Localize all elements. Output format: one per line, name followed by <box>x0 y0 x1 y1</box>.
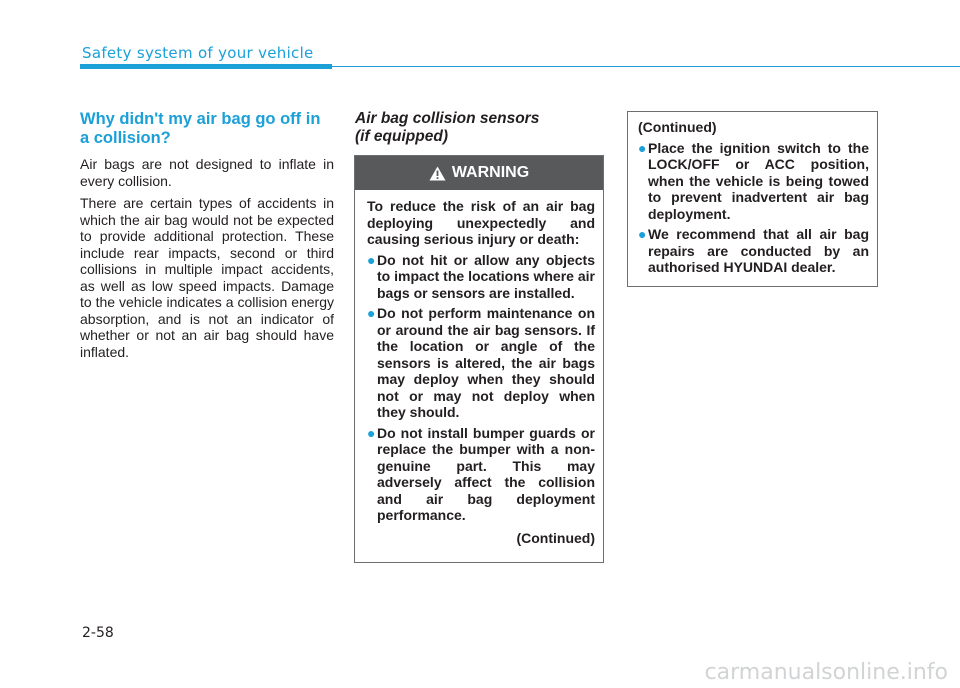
continued-warning-box <box>627 111 878 287</box>
list-item-text: Do not install bumper guards or replace the bumper with a non-genuine part. This may adversely affect the collision and air bag deployment performance. <box>377 424 595 523</box>
list-item <box>638 140 869 223</box>
page-number: 2-58 <box>82 625 114 641</box>
list-item <box>367 305 595 421</box>
warning-intro: To reduce the risk of an air bag deploying unexpectedly and causing serious injury or death: <box>367 198 595 247</box>
bullet-icon: ● <box>638 226 647 242</box>
continued-list <box>638 140 869 276</box>
body-paragraph: Air bags are not designed to inflate in every collision. <box>80 156 334 189</box>
header-accent-bar <box>80 64 332 69</box>
section-header-title: Safety system of your vehicle <box>82 44 314 62</box>
warning-box <box>354 155 604 563</box>
section-heading: Why didn't my air bag go off in a collision? <box>80 110 321 147</box>
watermark: carmanualsonline.info <box>704 660 948 685</box>
list-item-text: Do not perform maintenance on or around the air bag sensors. If the location or angle of the sensors is altered, the air bags may deploy when they should not or may not deploy when they should. <box>377 305 595 420</box>
body-paragraph: There are certain types of accidents in which the air bag would not be expected to provide additional protection. These include rear impacts, second or third collisions in multiple impact accidents, as well as low speed impacts. Damage to the vehicle indicates a collision energy absorption, and is not an indicator of whether or not an air bag should have inflated. <box>80 195 334 360</box>
continued-label: (Continued) <box>638 119 717 135</box>
sensors-heading-line2: (if equipped) <box>355 127 448 145</box>
bullet-icon: ● <box>367 424 376 441</box>
list-item-text: Do not hit or allow any objects to impact the locations where air bags or sensors are installed. <box>377 251 595 301</box>
continued-label: (Continued) <box>516 529 595 546</box>
warning-label: WARNING <box>451 164 530 181</box>
sensors-heading <box>355 110 605 145</box>
list-item <box>367 425 595 524</box>
bullet-icon: ● <box>367 305 376 321</box>
bullet-icon: ● <box>638 139 647 156</box>
list-item <box>638 226 869 276</box>
warning-body <box>355 190 603 546</box>
bullet-icon: ● <box>367 251 376 268</box>
header-rule <box>332 66 960 67</box>
list-item-text: We recommend that all air bag repairs are conducted by an authorised HYUNDAI dealer. <box>648 226 869 275</box>
warning-triangle-icon <box>429 166 446 181</box>
warning-header <box>355 156 603 190</box>
sensors-heading-line1: Air bag collision sensors <box>355 110 540 127</box>
warning-list <box>367 252 595 524</box>
list-item-text: Place the ignition switch to the LOCK/OFF or ACC position, when the vehicle is being towed to prevent inadvertent air bag deployment. <box>648 139 869 222</box>
list-item <box>367 252 595 302</box>
left-column <box>80 110 334 366</box>
